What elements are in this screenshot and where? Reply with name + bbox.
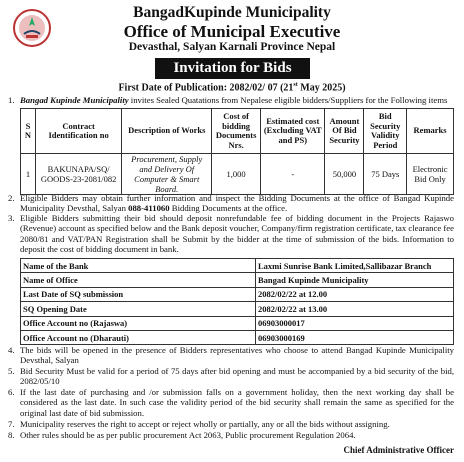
table-row: Name of Office Bangad Kupinde Municipality (21, 273, 454, 287)
bank-info-table (20, 258, 454, 345)
paragraph-4: 4. The bids will be opened in the presence of Bidders representatives who choose to attend Bangad Kupinde Municipality Devsthal, Salyan (8, 345, 454, 366)
col-contract-id: Contract Identification no (35, 109, 121, 154)
col-remarks: Remarks (407, 109, 454, 154)
col-estimated-cost: Estimated cost (Excluding VAT and PS) (261, 109, 325, 154)
table-row: Name of the Bank Laxmi Sunrise Bank Limited,Sallibazar Branch (21, 259, 454, 273)
bid-items-table (20, 108, 454, 195)
paragraph-6: 6. If the last date of purchasing and /or submission falls on a government holiday, then the next working day shall be considered as the last date. In such case the validity period of the bid security shall remain the same as specified for the original last date of bid submission. (8, 387, 454, 418)
paragraph-1: 1. Bangad Kupinde Municipality invites Sealed Quatations from Nepalese eligible bidders/Suppliers for the Following items (8, 95, 448, 105)
table-row: SQ Opening Date 2082/02/22 at 13.00 (21, 302, 454, 316)
publication-date: First Date of Publication: 2082/02/ 07 (21st May 2025) (118, 82, 346, 94)
col-description: Description of Works (122, 109, 212, 154)
col-validity: Bid Security Validity Period (364, 109, 407, 154)
paragraph-7: 7. Municipality reserves the right to accept or reject wholly or partially, any or all the bids without assigning. (8, 419, 390, 429)
table-header-row (21, 109, 454, 154)
table-row: 1 BAKUNAPA/SQ/ GOODS-23-2081/082 Procurement, Supply and Delivery Of Computer & Smart Board. 1,000 - 50,000 75 Days Electronic Bid Only (21, 154, 454, 195)
municipality-name: BangadKupinde Municipality (133, 4, 331, 21)
col-sn: S N (21, 109, 36, 154)
paragraph-5: 5. Bid Security Must be valid for a period of 75 days after bid opening and must be accompanied by a bid security of the bid, 2082/05/10 (8, 366, 454, 387)
paragraph-2: 2. Eligible Bidders may obtain further information and inspect the Bidding Documents at the office of Bangad Kupinde Municipality Devsthal, Salyan 088-411060 Bidding Documents at the office. (8, 193, 454, 214)
col-doc-cost: Cost of bidding Documents Nrs. (212, 109, 261, 154)
table-row: Last Date of SQ submission 2082/02/22 at 12.00 (21, 287, 454, 301)
paragraph-8: 8. Other rules should be as per public procurement Act 2063, Public procurement Regulation 2064. (8, 430, 356, 440)
table-row: Office Account no (Rajaswa) 06903000017 (21, 316, 454, 330)
col-bid-security: Amount Of Bid Security (325, 109, 364, 154)
paragraph-3: 3. Eligible Bidders submitting their bid should deposit nonrefundable fee of bidding document in the Projects Rajaswo (Revenue) account as specified below and the Bank deposit voucher, Company/firm registration certificate, tax clearance fee 2080/81 and VAT/PAN Registration shall be Submit by the bidder at the time of submission of the bids. Information to deposit the cost of bidding document in bank. (8, 213, 454, 255)
table-row: Office Account no (Dharauti) 06903000169 (21, 330, 454, 344)
office-address: Devasthal, Salyan Karnali Province Nepal (128, 41, 336, 53)
office-title: Office of Municipal Executive (123, 22, 341, 41)
notice-banner: Invitation for Bids (155, 58, 310, 79)
signatory-title: Chief Administrative Officer (343, 445, 454, 455)
